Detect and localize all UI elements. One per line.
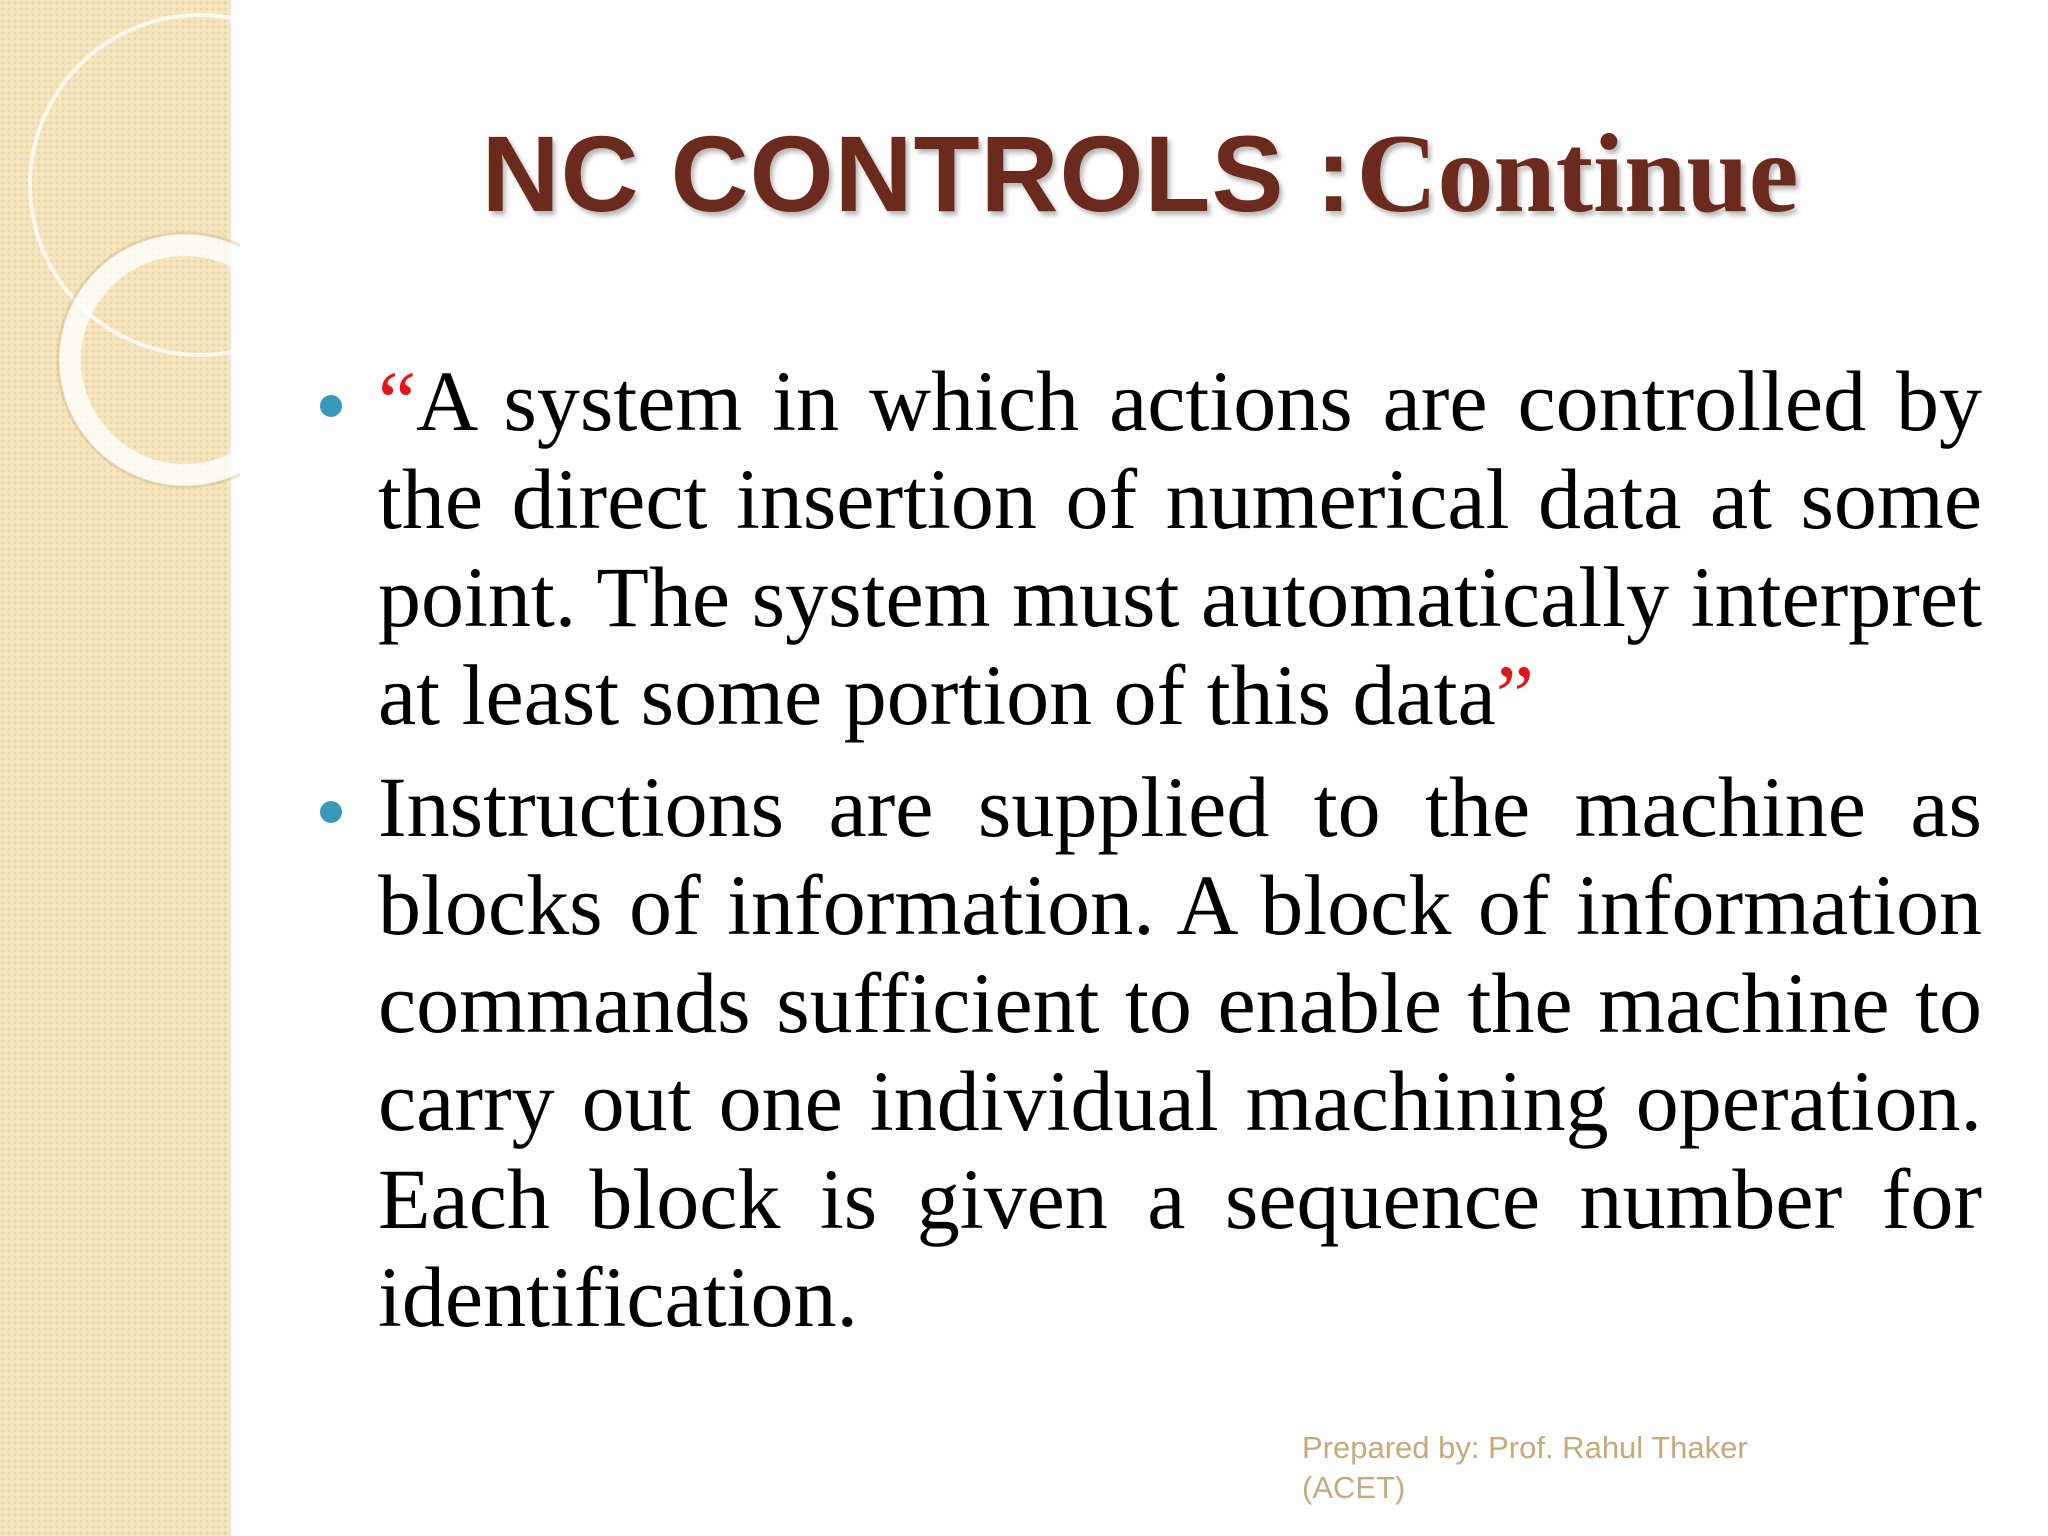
- bullet-definition: [320, 352, 1982, 744]
- footer-institution: (ACET): [1302, 1470, 1406, 1505]
- small-ring-icon: [70, 245, 240, 475]
- bullet-instructions: [320, 758, 1982, 1346]
- bullet-dot-icon: [320, 801, 342, 823]
- close-quote-mark: ”: [1495, 647, 1534, 743]
- bullet-dot-icon: [320, 395, 342, 417]
- decorative-rings-icon: [0, 0, 240, 520]
- title-main: NC CONTROLS :: [481, 113, 1353, 234]
- open-quote-mark: “: [378, 353, 417, 449]
- title-suffix: Continue: [1356, 112, 1799, 236]
- slide-title: [300, 112, 1980, 236]
- footer-author: Prepared by: Prof. Rahul Thaker: [1302, 1430, 1748, 1465]
- instructions-text: Instructions are supplied to the machine as blocks of information. A block of information commands sufficient to enable the machine to carry out one individual machining operation. Each block is given a sequence number for identification.: [378, 759, 1982, 1345]
- definition-text: A system in which actions are controlled by the direct insertion of numerical data at some point. The system must automatically interpret at least some portion of this data: [378, 353, 1982, 743]
- slide-footer: [1302, 1428, 1842, 1508]
- large-ring-icon: [30, 15, 240, 355]
- small-ring-shadow-icon: [58, 233, 240, 487]
- bullet-list: [320, 352, 1982, 1360]
